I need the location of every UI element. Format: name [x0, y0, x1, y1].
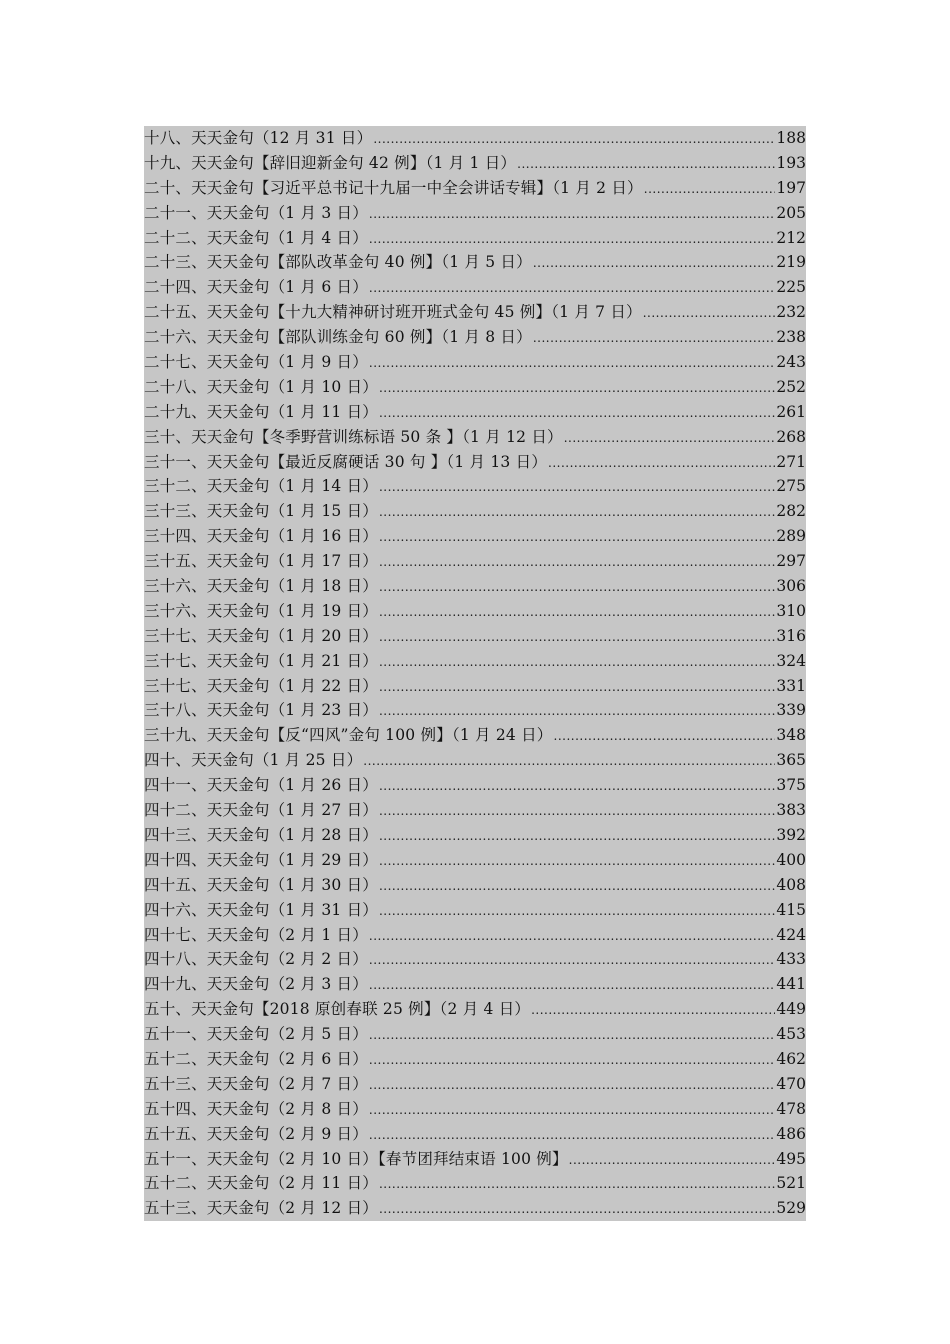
toc-entry-page-number: 297 — [776, 552, 806, 571]
toc-entry-page-number: 478 — [776, 1099, 806, 1118]
toc-entry[interactable] — [144, 698, 806, 723]
toc-entry-title: 二十七、天天金句（1 月 9 日） — [144, 353, 368, 372]
toc-dot-leader — [363, 748, 775, 773]
toc-entry-page-number: 212 — [776, 228, 806, 247]
toc-entry-title: 五十二、天天金句（2 月 11 日） — [144, 1174, 378, 1193]
toc-entry-title: 五十三、天天金句（2 月 12 日） — [144, 1199, 378, 1218]
toc-entry-title: 四十七、天天金句（2 月 1 日） — [144, 925, 368, 944]
toc-entry-page-number: 193 — [776, 153, 806, 172]
toc-entry[interactable] — [144, 773, 806, 798]
toc-entry[interactable] — [144, 375, 806, 400]
toc-entry[interactable] — [144, 524, 806, 549]
toc-entry-title: 五十三、天天金句（2 月 7 日） — [144, 1074, 368, 1093]
toc-entry-title: 四十九、天天金句（2 月 3 日） — [144, 975, 368, 994]
toc-entry-title: 三十九、天天金句【反“四风”金句 100 例】（1 月 24 日） — [144, 726, 553, 745]
toc-entry[interactable] — [144, 674, 806, 699]
toc-entry-page-number: 188 — [776, 129, 806, 147]
toc-entry-page-number: 238 — [776, 328, 806, 347]
toc-entry-title: 四十三、天天金句（1 月 28 日） — [144, 825, 378, 844]
toc-entry-title: 五十一、天天金句（2 月 10 日）【春节团拜结束语 100 例】 — [144, 1149, 568, 1168]
toc-entry-page-number: 433 — [776, 950, 806, 969]
toc-entry-title: 三十二、天天金句（1 月 14 日） — [144, 477, 378, 496]
toc-dot-leader — [569, 1147, 776, 1172]
toc-entry-page-number: 197 — [776, 178, 806, 197]
toc-entry-page-number: 261 — [776, 402, 806, 421]
toc-entry-page-number: 306 — [776, 577, 806, 596]
toc-entry-page-number: 449 — [776, 1000, 806, 1019]
toc-dot-leader — [379, 698, 775, 723]
toc-entry-title: 三十六、天天金句（1 月 18 日） — [144, 577, 378, 596]
toc-dot-leader — [554, 723, 776, 748]
toc-dot-leader — [379, 848, 775, 873]
toc-entry-page-number: 408 — [776, 875, 806, 894]
toc-entry-title: 二十六、天天金句【部队训练金句 60 例】（1 月 8 日） — [144, 328, 532, 347]
toc-entry-page-number: 424 — [776, 925, 806, 944]
toc-dot-leader — [379, 649, 775, 674]
toc-entry-page-number: 310 — [776, 601, 806, 620]
toc-dot-leader — [379, 624, 775, 649]
toc-entry-title: 四十四、天天金句（1 月 29 日） — [144, 850, 378, 869]
toc-entry-title: 五十、天天金句【2018 原创春联 25 例】（2 月 4 日） — [144, 1000, 531, 1019]
table-of-contents — [144, 126, 806, 1221]
toc-entry[interactable] — [144, 350, 806, 375]
toc-entry[interactable] — [144, 549, 806, 574]
toc-entry-title: 四十六、天天金句（1 月 31 日） — [144, 900, 378, 919]
toc-entry-page-number: 339 — [776, 701, 806, 720]
toc-entry[interactable] — [144, 723, 806, 748]
toc-entry[interactable] — [144, 450, 806, 475]
toc-entry[interactable] — [144, 1122, 806, 1147]
toc-dot-leader — [369, 947, 776, 972]
toc-entry-title: 三十一、天天金句【最近反腐硬话 30 句 】（1 月 13 日） — [144, 452, 548, 471]
toc-dot-leader — [531, 997, 775, 1022]
toc-entry-page-number: 252 — [776, 377, 806, 396]
toc-entry[interactable] — [144, 923, 806, 948]
toc-entry-title: 三十七、天天金句（1 月 22 日） — [144, 676, 378, 695]
toc-entry[interactable] — [144, 574, 806, 599]
toc-entry[interactable] — [144, 1196, 806, 1221]
toc-entry[interactable] — [144, 997, 806, 1022]
toc-dot-leader — [533, 250, 776, 275]
toc-entry[interactable] — [144, 1047, 806, 1072]
toc-entry-page-number: 282 — [776, 502, 806, 521]
toc-entry-page-number: 268 — [776, 427, 806, 446]
toc-dot-leader — [379, 499, 775, 524]
toc-entry[interactable] — [144, 176, 806, 201]
toc-entry-page-number: 486 — [776, 1124, 806, 1143]
toc-dot-leader — [644, 176, 776, 201]
toc-dot-leader — [379, 474, 775, 499]
toc-entry-title: 十八、天天金句（12 月 31 日） — [144, 129, 373, 147]
toc-entry[interactable] — [144, 1147, 806, 1172]
toc-dot-leader — [379, 1196, 775, 1221]
toc-entry-page-number: 529 — [776, 1199, 806, 1218]
toc-entry-page-number: 415 — [776, 900, 806, 919]
toc-entry-page-number: 383 — [776, 801, 806, 820]
toc-entry-page-number: 521 — [776, 1174, 806, 1193]
toc-entry-page-number: 289 — [776, 527, 806, 546]
toc-entry[interactable] — [144, 325, 806, 350]
toc-entry-page-number: 271 — [776, 452, 806, 471]
toc-entry-page-number: 316 — [776, 626, 806, 645]
toc-dot-leader — [369, 923, 776, 948]
toc-entry[interactable] — [144, 425, 806, 450]
toc-entry-title: 二十三、天天金句【部队改革金句 40 例】（1 月 5 日） — [144, 253, 532, 272]
toc-entry-title: 三十七、天天金句（1 月 20 日） — [144, 626, 378, 645]
toc-entry[interactable] — [144, 823, 806, 848]
toc-entry-title: 四十八、天天金句（2 月 2 日） — [144, 950, 368, 969]
toc-dot-leader — [369, 275, 776, 300]
toc-entry[interactable] — [144, 1171, 806, 1196]
toc-entry-page-number: 348 — [776, 726, 806, 745]
toc-entry[interactable] — [144, 1072, 806, 1097]
toc-entry-title: 三十六、天天金句（1 月 19 日） — [144, 601, 378, 620]
toc-entry-page-number: 205 — [776, 203, 806, 222]
toc-entry-page-number: 400 — [776, 850, 806, 869]
toc-dot-leader — [369, 201, 776, 226]
toc-entry-title: 三十七、天天金句（1 月 21 日） — [144, 651, 378, 670]
toc-entry-title: 十九、天天金句【辞旧迎新金句 42 例】（1 月 1 日） — [144, 153, 517, 172]
toc-entry[interactable] — [144, 250, 806, 275]
toc-entry[interactable] — [144, 499, 806, 524]
toc-entry[interactable] — [144, 599, 806, 624]
toc-entry[interactable] — [144, 126, 806, 151]
toc-entry-title: 四十五、天天金句（1 月 30 日） — [144, 875, 378, 894]
toc-dot-leader — [369, 1072, 776, 1097]
toc-dot-leader — [369, 972, 776, 997]
toc-entry[interactable] — [144, 275, 806, 300]
toc-dot-leader — [379, 1171, 775, 1196]
toc-dot-leader — [379, 574, 775, 599]
toc-entry-title: 四十二、天天金句（1 月 27 日） — [144, 801, 378, 820]
toc-entry[interactable] — [144, 300, 806, 325]
toc-dot-leader — [369, 1097, 776, 1122]
toc-entry-title: 二十一、天天金句（1 月 3 日） — [144, 203, 368, 222]
toc-entry-page-number: 331 — [776, 676, 806, 695]
toc-entry[interactable] — [144, 400, 806, 425]
toc-dot-leader — [369, 1047, 776, 1072]
toc-dot-leader — [379, 898, 775, 923]
toc-dot-leader — [548, 450, 775, 475]
toc-entry-title: 五十五、天天金句（2 月 9 日） — [144, 1124, 368, 1143]
toc-entry[interactable] — [144, 226, 806, 251]
toc-dot-leader — [564, 425, 776, 450]
toc-entry-title: 二十二、天天金句（1 月 4 日） — [144, 228, 368, 247]
toc-entry[interactable] — [144, 748, 806, 773]
toc-entry-page-number: 225 — [776, 278, 806, 297]
toc-dot-leader — [379, 823, 775, 848]
toc-entry[interactable] — [144, 1022, 806, 1047]
toc-entry-page-number: 243 — [776, 353, 806, 372]
toc-entry-title: 三十五、天天金句（1 月 17 日） — [144, 552, 378, 571]
toc-dot-leader — [379, 549, 775, 574]
toc-entry-title: 二十五、天天金句【十九大精神研讨班开班式金句 45 例】（1 月 7 日） — [144, 303, 642, 322]
toc-dot-leader — [373, 126, 775, 151]
toc-entry-title: 二十八、天天金句（1 月 10 日） — [144, 377, 378, 396]
toc-entry-page-number: 375 — [776, 776, 806, 795]
toc-dot-leader — [379, 873, 775, 898]
toc-entry[interactable] — [144, 201, 806, 226]
toc-entry-page-number: 392 — [776, 825, 806, 844]
toc-dot-leader — [379, 400, 775, 425]
toc-entry-title: 三十、天天金句【冬季野营训练标语 50 条 】（1 月 12 日） — [144, 427, 563, 446]
toc-entry[interactable] — [144, 151, 806, 176]
toc-dot-leader — [379, 674, 775, 699]
toc-entry[interactable] — [144, 624, 806, 649]
toc-entry-title: 四十、天天金句（1 月 25 日） — [144, 751, 363, 770]
toc-entry-title: 三十八、天天金句（1 月 23 日） — [144, 701, 378, 720]
toc-entry-page-number: 495 — [776, 1149, 806, 1168]
toc-dot-leader — [517, 151, 775, 176]
toc-dot-leader — [369, 226, 776, 251]
toc-dot-leader — [533, 325, 776, 350]
toc-dot-leader — [379, 599, 775, 624]
toc-entry-title: 五十四、天天金句（2 月 8 日） — [144, 1099, 368, 1118]
toc-entry-title: 五十一、天天金句（2 月 5 日） — [144, 1025, 368, 1044]
toc-entry[interactable] — [144, 1097, 806, 1122]
toc-entry[interactable] — [144, 848, 806, 873]
toc-entry-page-number: 470 — [776, 1074, 806, 1093]
toc-dot-leader — [369, 1022, 776, 1047]
toc-entry-title: 三十四、天天金句（1 月 16 日） — [144, 527, 378, 546]
toc-entry-page-number: 441 — [776, 975, 806, 994]
toc-entry[interactable] — [144, 873, 806, 898]
toc-entry-page-number: 232 — [776, 303, 806, 322]
toc-entry-title: 二十九、天天金句（1 月 11 日） — [144, 402, 378, 421]
toc-entry[interactable] — [144, 972, 806, 997]
toc-entry-title: 二十、天天金句【习近平总书记十九届一中全会讲话专辑】（1 月 2 日） — [144, 178, 643, 197]
toc-entry-page-number: 453 — [776, 1025, 806, 1044]
toc-entry-page-number: 219 — [776, 253, 806, 272]
toc-entry-title: 三十三、天天金句（1 月 15 日） — [144, 502, 378, 521]
toc-entry-title: 四十一、天天金句（1 月 26 日） — [144, 776, 378, 795]
toc-entry-title: 五十二、天天金句（2 月 6 日） — [144, 1049, 368, 1068]
toc-entry-page-number: 462 — [776, 1049, 806, 1068]
toc-entry-title: 二十四、天天金句（1 月 6 日） — [144, 278, 368, 297]
toc-dot-leader — [643, 300, 776, 325]
toc-dot-leader — [379, 773, 775, 798]
toc-dot-leader — [379, 524, 775, 549]
toc-entry-page-number: 324 — [776, 651, 806, 670]
toc-entry[interactable] — [144, 649, 806, 674]
toc-dot-leader — [369, 1122, 776, 1147]
toc-dot-leader — [369, 350, 776, 375]
toc-entry[interactable] — [144, 947, 806, 972]
toc-dot-leader — [379, 798, 775, 823]
toc-dot-leader — [379, 375, 775, 400]
toc-entry[interactable] — [144, 898, 806, 923]
toc-entry[interactable] — [144, 474, 806, 499]
toc-entry[interactable] — [144, 798, 806, 823]
toc-entry-page-number: 275 — [776, 477, 806, 496]
toc-entry-page-number: 365 — [776, 751, 806, 770]
